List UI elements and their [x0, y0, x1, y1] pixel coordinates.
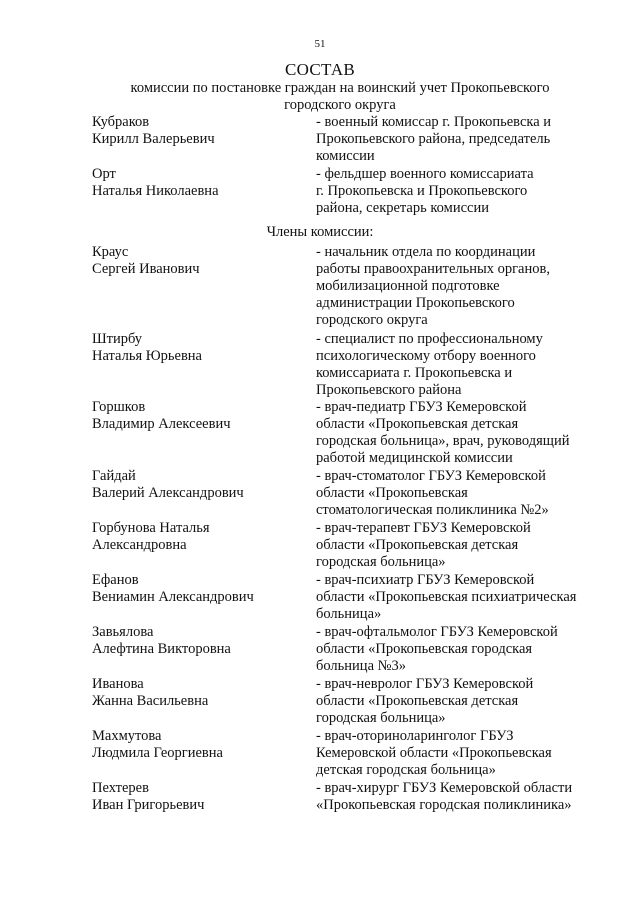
member-name: Махмутова Людмила Георгиевна — [92, 728, 223, 761]
member-name: Горшков Владимир Алексеевич — [92, 399, 231, 432]
member-name: Орт Наталья Николаевна — [92, 166, 219, 199]
member-name: Кубраков Кирилл Валерьевич — [92, 114, 215, 147]
member-role: - врач-педиатр ГБУЗ Кемеровской области «Прокопьевская детская городская больница», врач, руководящий работой медицинской комиссии — [316, 399, 570, 466]
member-name: Ефанов Вениамин Александрович — [92, 572, 254, 605]
member-name: Иванова Жанна Васильевна — [92, 676, 209, 709]
member-name: Штирбу Наталья Юрьевна — [92, 331, 202, 364]
member-role: - врач-психиатр ГБУЗ Кемеровской области «Прокопьевская психиатрическая больница» — [316, 572, 577, 622]
member-role: - врач-офтальмолог ГБУЗ Кемеровской области «Прокопьевская городская больница №3» — [316, 624, 558, 674]
member-name: Пехтерев Иван Григорьевич — [92, 780, 205, 813]
member-name: Завьялова Алефтина Викторовна — [92, 624, 231, 657]
member-role: - врач-стоматолог ГБУЗ Кемеровской области «Прокопьевская стоматологическая поликлиника №2» — [316, 468, 549, 518]
page-number: 51 — [314, 38, 326, 50]
member-name: Краус Сергей Иванович — [92, 244, 200, 277]
member-role: - врач-оториноларинголог ГБУЗ Кемеровской области «Прокопьевская детская городская больница» — [316, 728, 552, 778]
member-name: Гайдай Валерий Александрович — [92, 468, 244, 501]
document-heading: СОСТАВ — [284, 60, 356, 79]
member-role: - специалист по профессиональному психологическому отбору военного комиссариата г. Прокопьевска и Прокопьевского района — [316, 331, 543, 398]
member-role: - начальник отдела по координации работы правоохранительных органов, мобилизационной подготовке администрации Прокопьевского городского округа — [316, 244, 550, 328]
member-name: Горбунова Наталья Александровна — [92, 520, 210, 553]
member-role: - врач-невролог ГБУЗ Кемеровской области «Прокопьевская детская городская больница» — [316, 676, 534, 726]
member-role: - фельдшер военного комиссариата г. Прокопьевска и Прокопьевского района, секретарь комиссии — [316, 166, 534, 216]
member-role: - врач-хирург ГБУЗ Кемеровской области «Прокопьевская городская поликлиника» — [316, 780, 573, 813]
document-subheading: комиссии по постановке граждан на воинский учет Прокопьевского городского округа — [130, 80, 550, 113]
member-role: - военный комиссар г. Прокопьевска и Прокопьевского района, председатель комиссии — [316, 114, 552, 164]
members-heading: Члены комиссии: — [266, 224, 374, 240]
member-role: - врач-терапевт ГБУЗ Кемеровской области «Прокопьевская детская городская больница» — [316, 520, 531, 570]
